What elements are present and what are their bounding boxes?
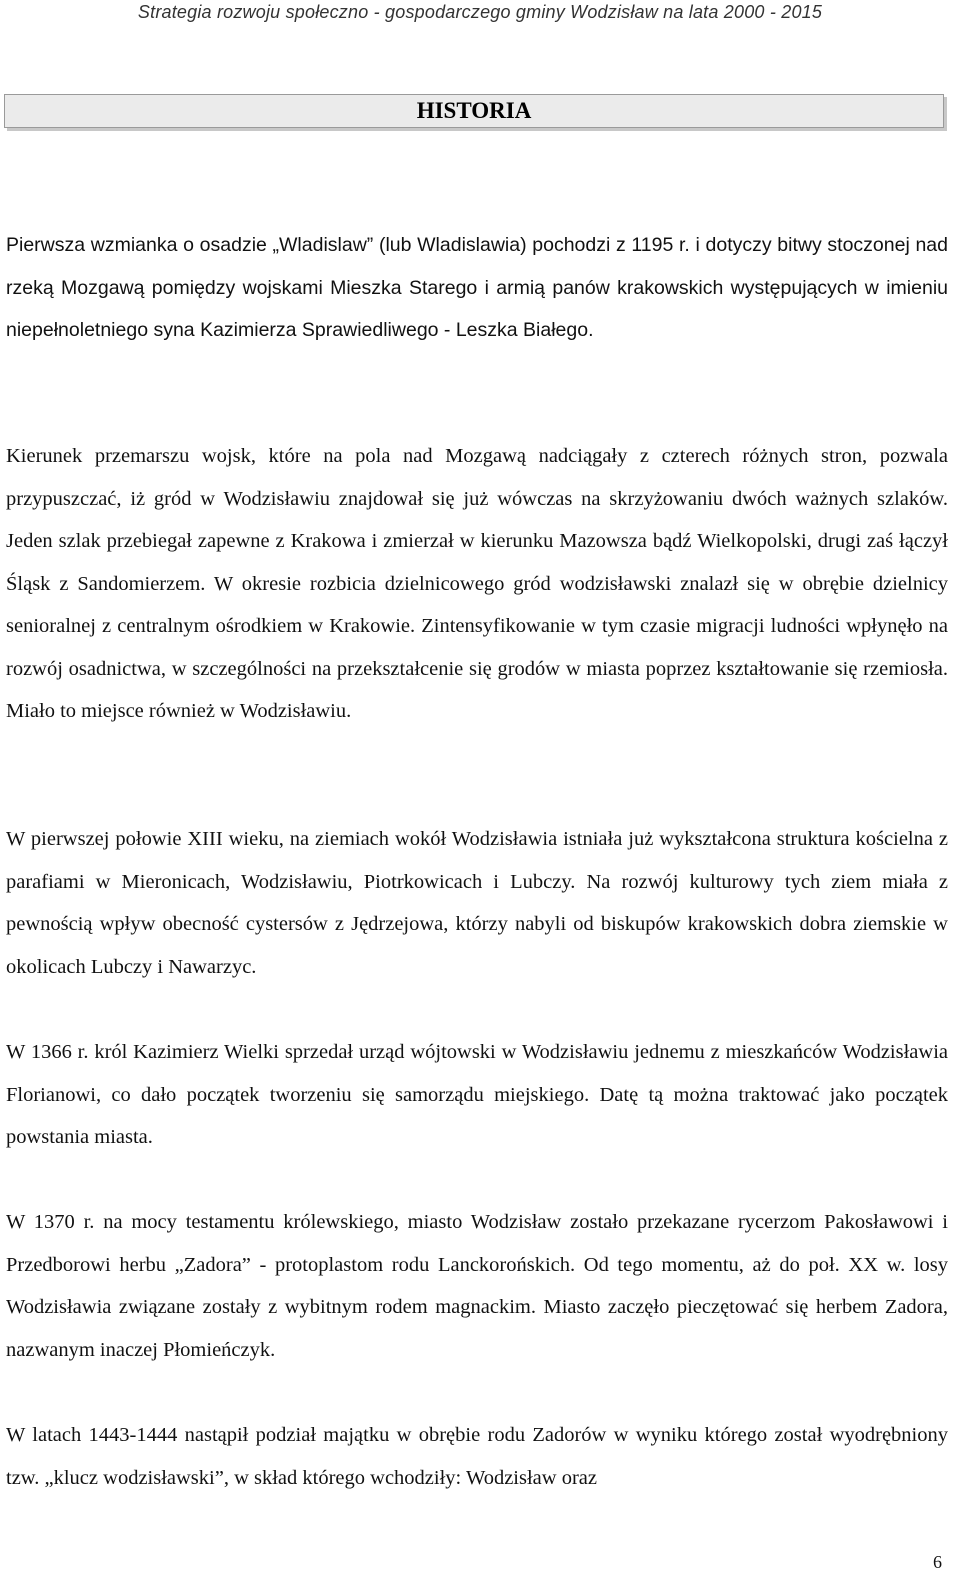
paragraph-5: W 1370 r. na mocy testamentu królewskiego, miasto Wodzisław zostało przekazane rycerzom Pakosławowi i Przedborowi herbu „Zadora” - protoplastom rodu Lanckorońskich. Od tego momentu, aż do poł. XX w. losy Wodzisławia związane zostały z wybitnym rodem magnackim. Miasto zaczęło pieczętować się herbem Zadora, nazwanym inaczej Płomieńczyk. bbox=[6, 1211, 948, 1361]
section-heading-box bbox=[4, 94, 944, 128]
paragraph-4: W 1366 r. król Kazimierz Wielki sprzedał urząd wójtowski w Wodzisławiu jednemu z mieszkańców Wodzisławia Florianowi, co dało początek tworzeniu się samorządu miejskiego. Datę tą można traktować jako początek powstania miasta. bbox=[6, 1041, 948, 1148]
page-number: 6 bbox=[933, 1552, 942, 1572]
paragraph-6: W latach 1443-1444 nastąpił podział majątku w obrębie rodu Zadorów w wyniku którego został wyodrębniony tzw. „klucz wodzisławski”, w skład którego wchodziły: Wodzisław oraz bbox=[6, 1424, 948, 1489]
paragraph-1: Pierwsza wzmianka o osadzie „Wladislaw” (lub Wladislawia) pochodzi z 1195 r. i dotyczy bitwy stoczonej nad rzeką Mozgawą pomiędzy wojskami Mieszka Starego i armią panów krakowskich występujących w imieniu niepełnoletniego syna Kazimierza Sprawiedliwego - Leszka Białego. bbox=[6, 234, 948, 341]
section-title: HISTORIA bbox=[416, 98, 532, 123]
running-header: Strategia rozwoju społeczno - gospodarczego gminy Wodzisław na lata 2000 - 2015 bbox=[137, 2, 823, 22]
paragraph-2: Kierunek przemarszu wojsk, które na pola nad Mozgawą nadciągały z czterech różnych stron, pozwala przypuszczać, iż gród w Wodzisławiu znajdował się już wówczas na skrzyżowaniu dwóch ważnych szlaków. Jeden szlak przebiegał zapewne z Krakowa i zmierzał w kierunku Mazowsza bądź Wielkopolski, drugi zaś łączył Śląsk z Sandomierzem. W okresie rozbicia dzielnicowego gród wodzisławski znalazł się w obrębie dzielnicy senioralnej z centralnym ośrodkiem w Krakowie. Zintensyfikowanie w tym czasie migracji ludności wpłynęło na rozwój osadnictwa, w szczególności na przekształcenie się grodów w miasta poprzez kształtowanie się rzemiosła. Miało to miejsce również w Wodzisławiu. bbox=[6, 445, 948, 722]
paragraph-3: W pierwszej połowie XIII wieku, na ziemiach wokół Wodzisławia istniała już wykształcona struktura kościelna z parafiami w Mieronicach, Wodzisławiu, Piotrkowicach i Lubczy. Na rozwój kulturowy tych ziem miała z pewnością wpływ obecność cystersów z Jędrzejowa, którzy nabyli od biskupów krakowskich dobra ziemskie w okolicach Lubczy i Nawarzyc. bbox=[6, 828, 948, 978]
